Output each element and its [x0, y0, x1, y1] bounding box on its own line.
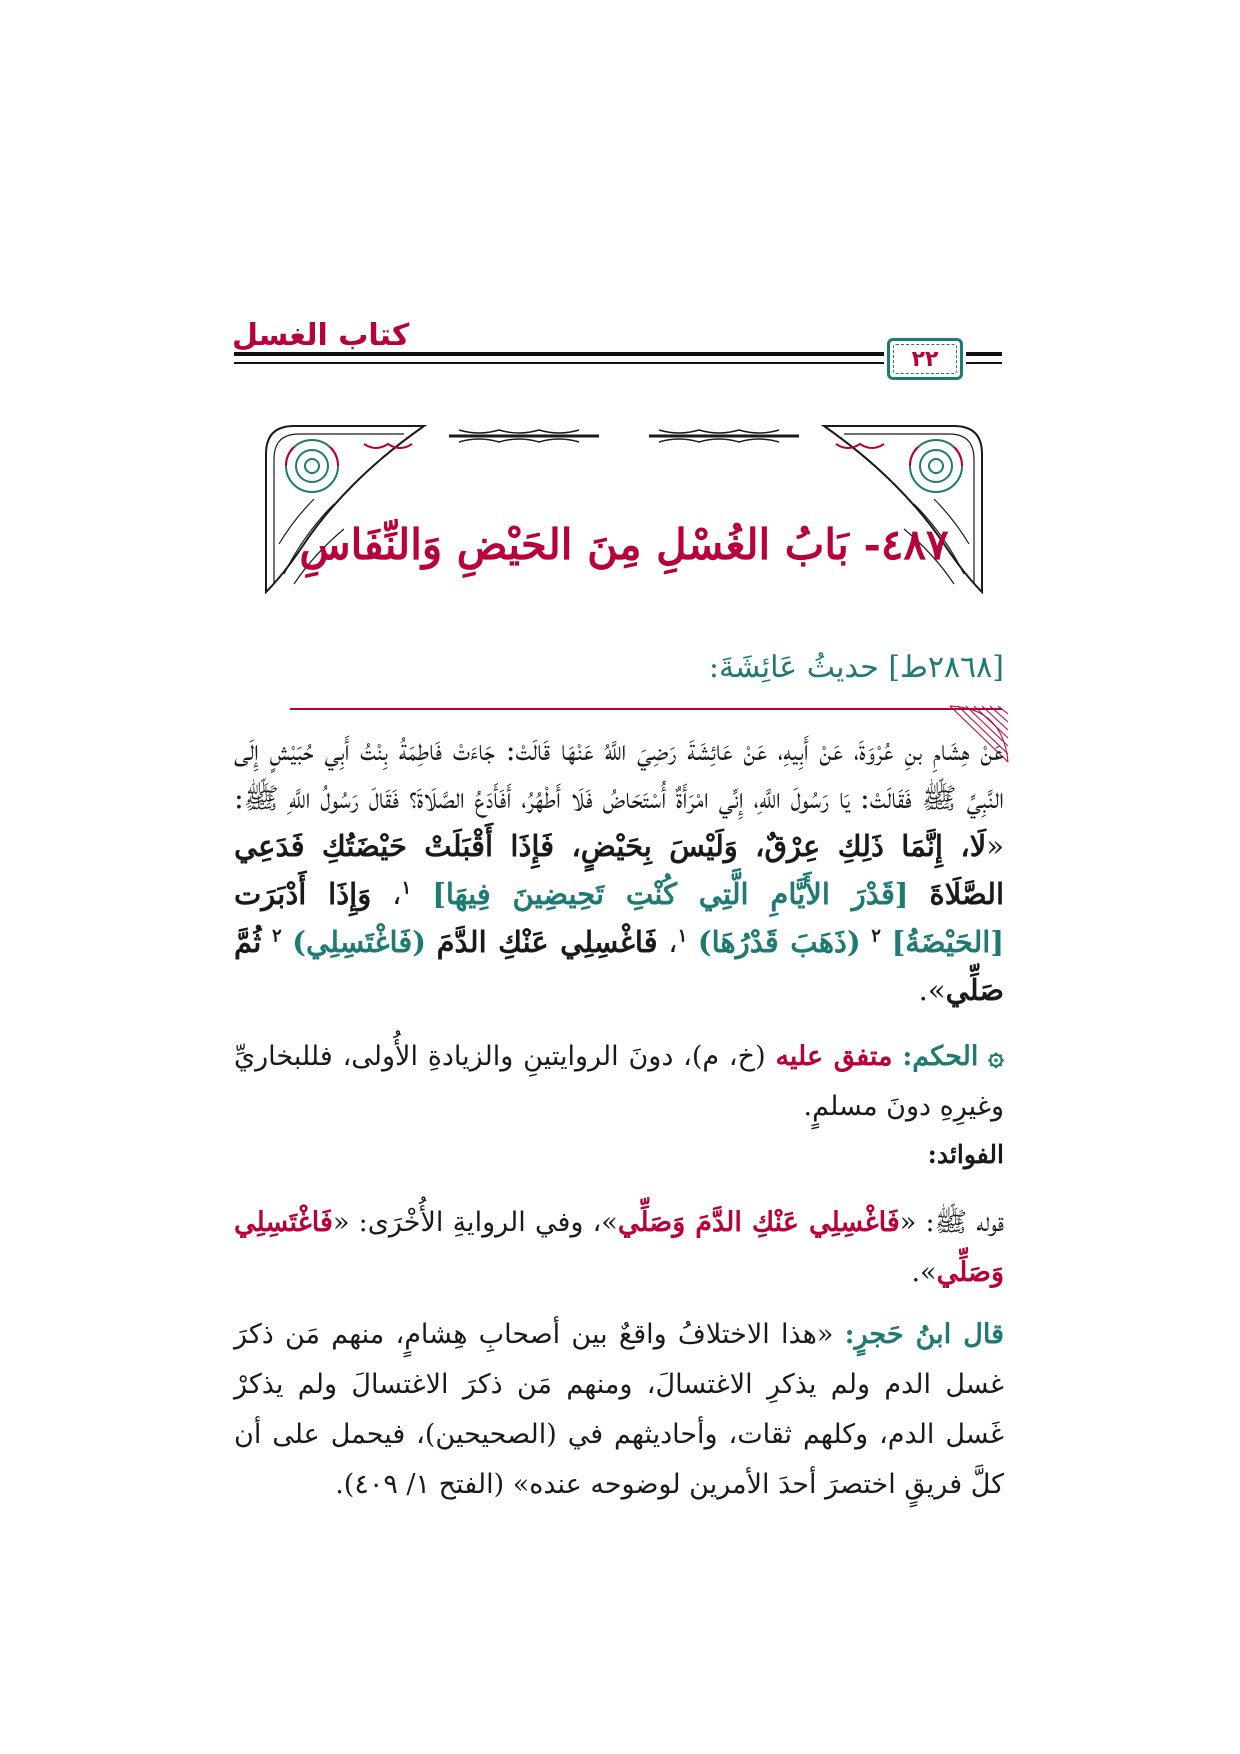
ruling-verdict: متفق عليه — [775, 1041, 893, 1072]
hadith-heading — [709, 650, 1004, 685]
hadith-ref: [٢٨٦٨ط] — [888, 650, 1004, 685]
hadith-variant-4: (فَاغْتَسِلِي) — [292, 925, 426, 959]
hadith-plain: عَنْ هِشَامِ بنِ عُرْوَةَ، عَنْ أَبِيهِ، عَنْ عَائِشَةَ رَضِيَ اللَّهُ عَنْهَا قَالَتْ: جَاءَتْ فَاطِمَةُ بِنْتُ أَبِي حُبَيْشٍ إِلَى النَّبِيِّ ﷺ فَقَالَتْ: يَا رَسُولَ اللَّهِ، إِنِّي امْرَأَةٌ أُسْتَحَاضُ فَلَا أَطْهُرُ، أَفَأَدَعُ الصَّلَاةَ؟ فَقَالَ رَسُولُ اللَّهِ ﷺ: « — [234, 733, 1004, 863]
hadith-variant-3: (ذَهَبَ قَدْرُهَا) — [697, 925, 861, 959]
hadith-bold-3: فَاغْسِلِي عَنْكِ الدَّمَ — [436, 925, 658, 959]
hadith-bold-4: ثُمَّ صَلِّي — [234, 925, 1004, 1007]
footnote-marker: ٢ — [271, 925, 282, 947]
benefit-mid: »، وفي الروايةِ الأُخْرَى: « — [332, 1207, 618, 1238]
page-number-box — [887, 338, 963, 380]
hadith-narrator: حديثُ عَائِشَةَ: — [708, 650, 879, 685]
footnote-marker: ١ — [677, 925, 688, 947]
hadith-bold-2: وَإِذَا أَدْبَرَت — [234, 877, 372, 911]
benefits-label: الفوائد: — [927, 1140, 1004, 1169]
star-icon: ۞ — [988, 1041, 1004, 1072]
running-title: كتاب الغسل — [232, 318, 410, 353]
benefit-quote-1: فَاغْسِلِي عَنْكِ الدَّمَ وَصَلِّي — [617, 1207, 900, 1238]
footnote-marker: ١ — [401, 877, 412, 899]
ruling-label: الحكم: — [902, 1041, 979, 1072]
heading-rule — [290, 708, 1002, 710]
footnote-marker: ٢ — [871, 925, 881, 947]
benefit-intro: قوله ﷺ: « — [899, 1207, 1005, 1238]
benefit-paragraph-1 — [234, 1198, 1004, 1298]
header-rule-right — [966, 352, 1002, 364]
hadith-variant-1: [قَدْرَ الأَيَّامِ الَّتِي كُنْتِ تَحِيضِينَ فِيهَا] — [432, 877, 909, 911]
benefit-quote-2: فَاغْتَسِلِي وَصَلِّي — [234, 1207, 1004, 1288]
hadith-variant-2: [الحَيْضَةُ] — [891, 925, 1005, 959]
hadith-text — [234, 726, 1004, 1014]
hadith-bold-1: لَا، إِنَّمَا ذَلِكِ عِرْقٌ، وَلَيْسَ بِحَيْضٍ، فَإِذَا أَقْبَلَتْ حَيْضَتُكِ فَدَعِي الصَّلَاةَ — [234, 829, 1005, 911]
ruling — [234, 1032, 1004, 1132]
chapter-title: ٤٨٧- بَابُ الغُسْلِ مِنَ الحَيْضِ وَالنِّفَاسِ — [299, 520, 949, 569]
benefit-end: ». — [911, 1257, 937, 1288]
scholar-quote: «هذا الاختلافُ واقعٌ بين أصحابِ هِشامٍ، منهم مَن ذكرَ غسل الدم ولم يذكرِ الاغتسالَ، ومنهم مَن ذكرَ الاغتسالَ ولم يذكرْ غَسل الدم، وكلهم ثقات، وأحاديثهم في (الصحيحين)، فيحمل على أن كلَّ فريقٍ اختصرَ أحدَ الأمرين لوضوحه عنده» (الفتح ١/ ٤٠٩). — [234, 1319, 1004, 1500]
scholar-name: قال ابنُ حَجرٍ: — [844, 1319, 1004, 1350]
header-rule — [234, 352, 884, 364]
ruling-text: (خ، م)، دونَ الروايتينِ والزيادةِ الأُولى، فللبخاريِّ وغيرِهِ دونَ مسلمٍ. — [234, 1041, 1004, 1122]
hadith-end: ». — [918, 973, 946, 1007]
benefit-paragraph-2 — [234, 1310, 1004, 1510]
separator: ، — [371, 877, 402, 911]
separator: ، — [657, 925, 678, 959]
page-number: ٢٢ — [911, 346, 939, 372]
